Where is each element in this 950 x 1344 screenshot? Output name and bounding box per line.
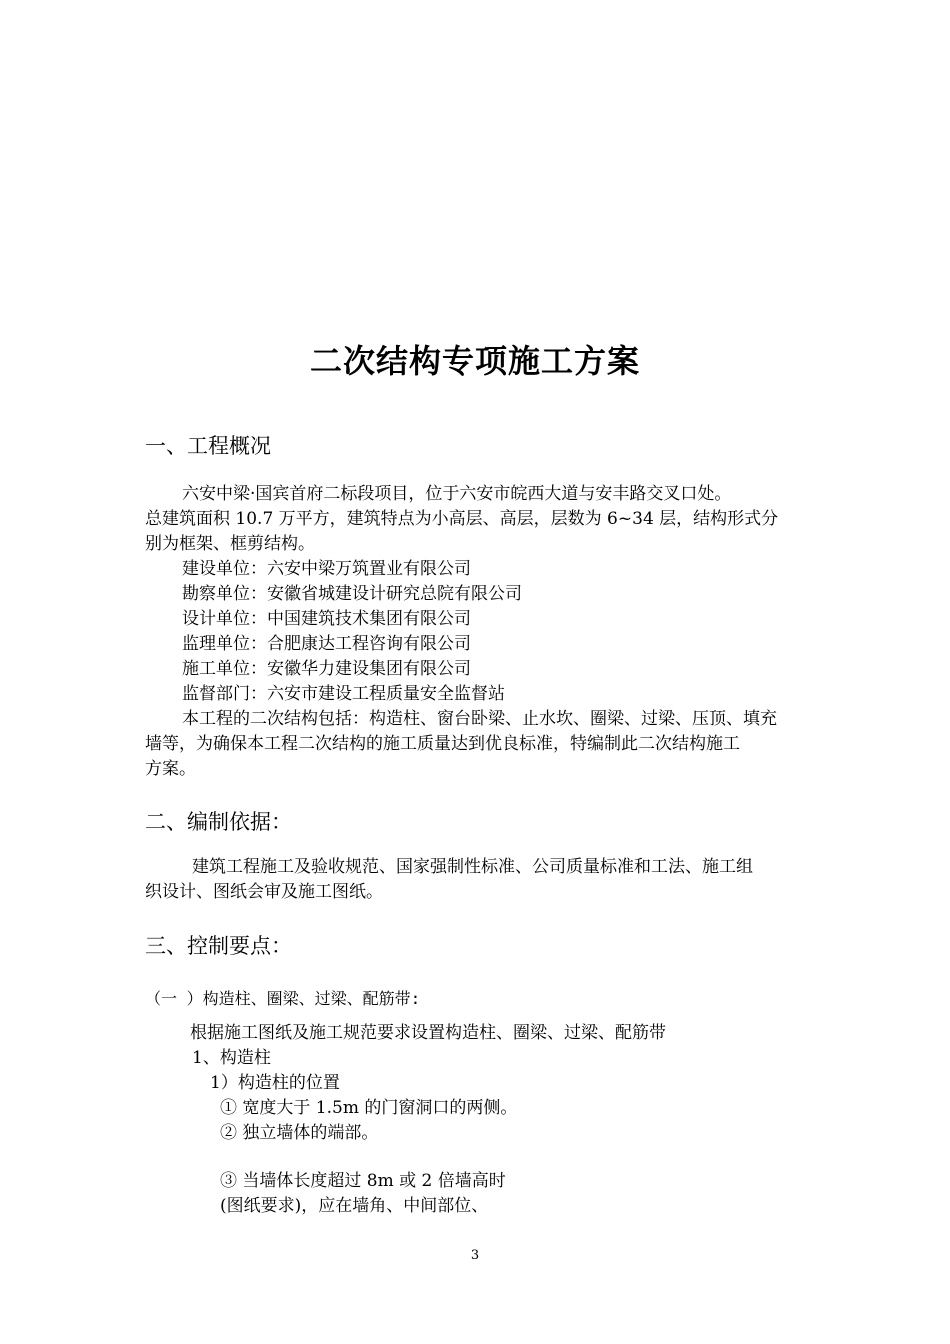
section-heading-overview: 一、工程概况 bbox=[145, 434, 271, 458]
document-title: 二次结构专项施工方案 bbox=[309, 342, 640, 380]
control-point-1: ① 宽度大于 1.5m 的门窗洞口的两侧。 bbox=[220, 1098, 518, 1118]
section-heading-basis: 二、编制依据： bbox=[145, 810, 292, 834]
basis-line-2: 织设计、图纸会审及施工图纸。 bbox=[145, 882, 383, 902]
overview-line-3: 别为框架、框剪结构。 bbox=[145, 534, 315, 554]
scope-line-2: 墙等，为确保本工程二次结构的施工质量达到优良标准，特编制此二次结构施工 bbox=[145, 734, 740, 754]
control-line-1: 根据施工图纸及施工规范要求设置构造柱、圈梁、过梁、配筋带 bbox=[190, 1023, 666, 1043]
owner-unit: 建设单位：六安中梁万筑置业有限公司 bbox=[182, 559, 471, 579]
scope-line-3: 方案。 bbox=[145, 759, 196, 779]
overview-line-1: 六安中梁·国宾首府二标段项目，位于六安市皖西大道与安丰路交叉口处。 bbox=[182, 484, 732, 504]
control-point-3: ③ 当墙体长度超过 8m 或 2 倍墙高时 bbox=[220, 1171, 506, 1191]
page-number: 3 bbox=[470, 1248, 480, 1263]
control-point-3-cont: (图纸要求)，应在墙角、中间部位、 bbox=[220, 1196, 489, 1216]
design-unit: 设计单位：中国建筑技术集团有限公司 bbox=[182, 609, 471, 629]
overview-line-2: 总建筑面积 10.7 万平方，建筑特点为小高层、高层，层数为 6~34 层，结构形式分 bbox=[145, 509, 779, 529]
construction-unit: 施工单位：安徽华力建设集团有限公司 bbox=[182, 659, 471, 679]
scope-line-1: 本工程的二次结构包括：构造柱、窗台卧梁、止水坎、圈梁、过梁、压顶、填充 bbox=[182, 709, 777, 729]
basis-line-1: 建筑工程施工及验收规范、国家强制性标准、公司质量标准和工法、施工组 bbox=[192, 857, 753, 877]
control-item-constructional-column: 1、构造柱 bbox=[192, 1048, 271, 1068]
supervisory-department: 监督部门：六安市建设工程质量安全监督站 bbox=[182, 684, 505, 704]
supervision-unit: 监理单位：合肥康达工程咨询有限公司 bbox=[182, 634, 471, 654]
subsection-heading-columns-beams: （一 ）构造柱、圈梁、过梁、配筋带: bbox=[145, 989, 421, 1008]
control-item-column-position: 1）构造柱的位置 bbox=[210, 1073, 340, 1093]
control-point-2: ② 独立墙体的端部。 bbox=[220, 1123, 379, 1143]
survey-unit: 勘察单位：安徽省城建设计研究总院有限公司 bbox=[182, 584, 522, 604]
section-heading-control-points: 三、控制要点： bbox=[145, 934, 292, 958]
